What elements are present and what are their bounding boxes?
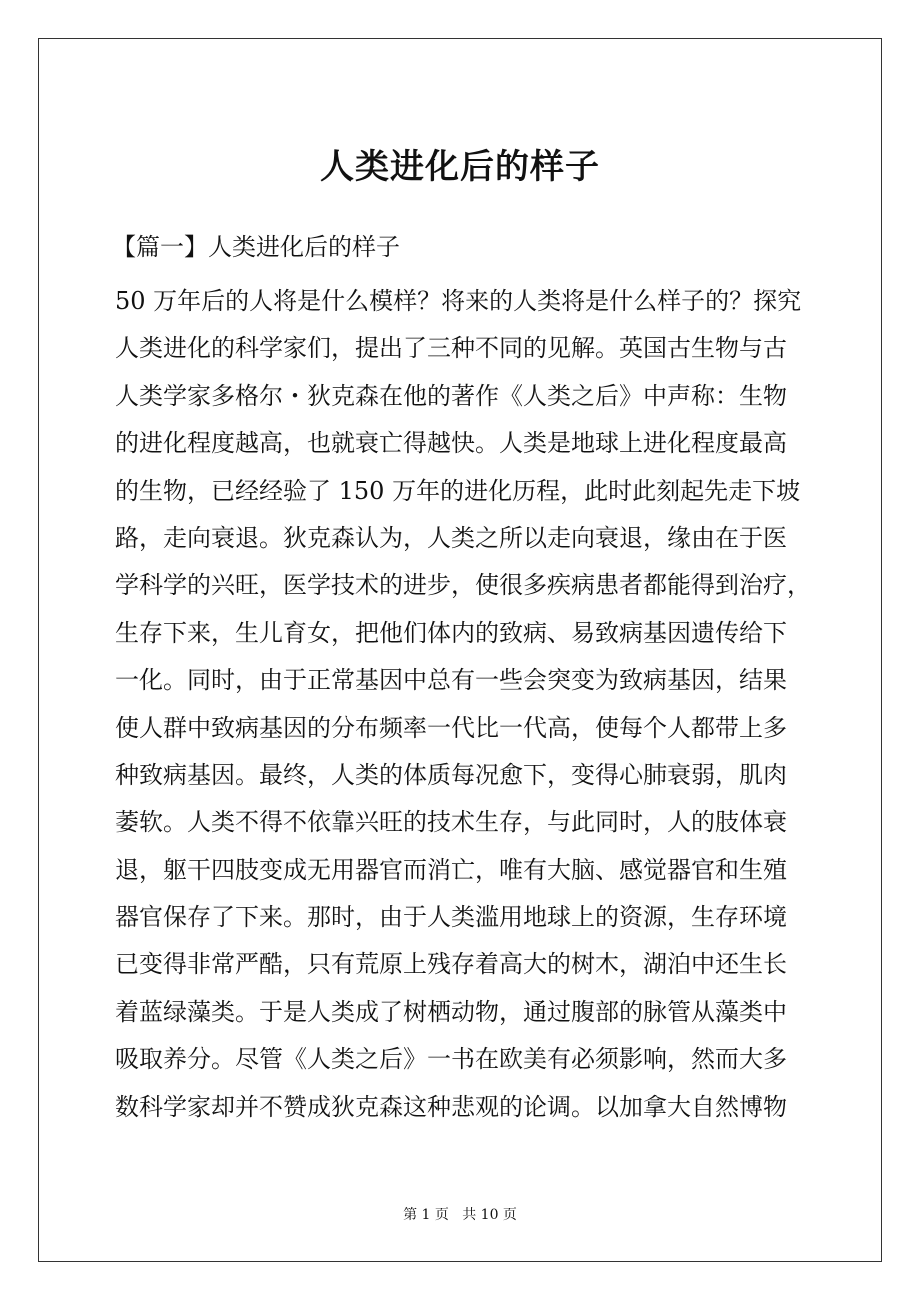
text-line: 50 万年后的人将是什么模样？将来的人类将是什么样子的？探究 xyxy=(115,287,802,315)
text-line: 生存下来，生儿育女，把他们体内的致病、易致病基因遗传给下 xyxy=(115,618,787,647)
text-line: 使人群中致病基因的分布频率一代比一代高，使每个人都带上多 xyxy=(115,713,787,742)
text-line: 萎软。人类不得不依靠兴旺的技术生存，与此同时，人的肢体衰 xyxy=(115,808,787,837)
text-line: 路，走向衰退。狄克森认为，人类之所以走向衰退，缘由在于医 xyxy=(115,523,787,552)
text-line: 人类进化的科学家们，提出了三种不同的见解。英国古生物与古 xyxy=(115,334,787,363)
text-line: 已变得非常严酷，只有荒原上残存着高大的树木，湖泊中还生长 xyxy=(115,950,787,979)
section-heading: 【篇一】人类进化后的样子 xyxy=(112,233,400,261)
text-line: 退，躯干四肢变成无用器官而消亡，唯有大脑、感觉器官和生殖 xyxy=(115,855,787,884)
text-line: 人类学家多格尔・狄克森在他的著作《人类之后》中声称：生物 xyxy=(115,381,787,410)
document-title: 人类进化后的样子 xyxy=(320,147,600,187)
text-line: 的生物，已经经验了 150 万年的进化历程，此时此刻起先走下坡 xyxy=(115,476,801,505)
body-paragraph xyxy=(115,278,815,1131)
text-line: 器官保存了下来。那时，由于人类滥用地球上的资源，生存环境 xyxy=(115,903,787,932)
page-footer: 第 1 页 共 10 页 xyxy=(403,1207,517,1223)
text-line: 种致病基因。最终，人类的体质每况愈下，变得心肺衰弱，肌肉 xyxy=(115,760,787,789)
text-line: 的进化程度越高，也就衰亡得越快。人类是地球上进化程度最高 xyxy=(115,429,787,458)
text-line: 学科学的兴旺，医学技术的进步，使很多疾病患者都能得到治疗， xyxy=(115,571,811,600)
text-line: 吸取养分。尽管《人类之后》一书在欧美有必须影响，然而大多 xyxy=(115,1045,787,1074)
text-line: 数科学家却并不赞成狄克森这种悲观的论调。以加拿大自然博物 xyxy=(115,1092,787,1121)
text-line: 着蓝绿藻类。于是人类成了树栖动物，通过腹部的脉管从藻类中 xyxy=(115,997,787,1026)
text-line: 一化。同时，由于正常基因中总有一些会突变为致病基因，结果 xyxy=(115,666,787,695)
